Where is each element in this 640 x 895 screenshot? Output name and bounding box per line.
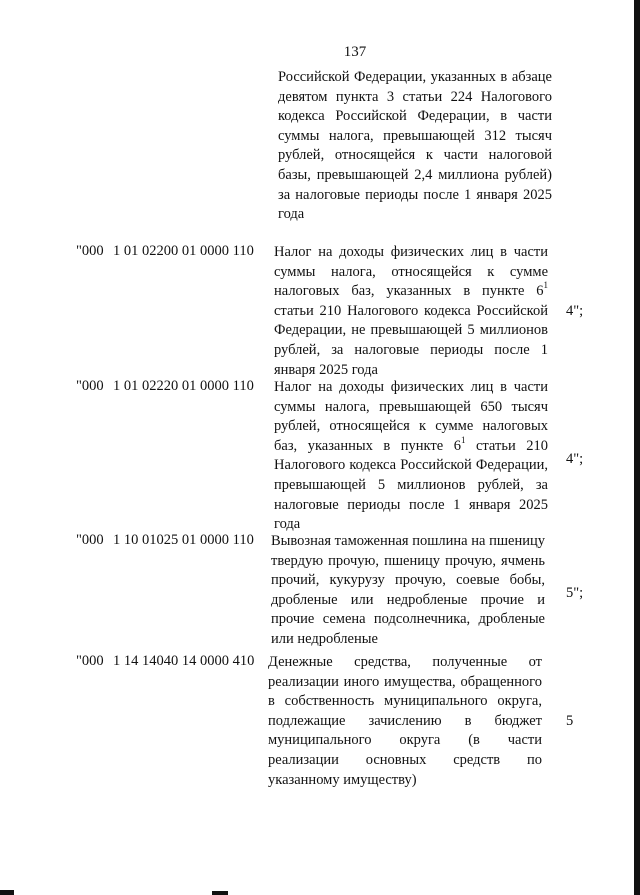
description-text: Вывозная таможенная пошлина на пшеницу твердую прочую, пшеницу прочую, ячмень прочий, кукурузу прочую, соевые бобы, дробленые или недробленые прочие и прочие семена подсолнечника, дробленые или недробленые <box>271 533 545 647</box>
budget-code: 1 01 02220 01 0000 110 <box>113 378 254 394</box>
row-description <box>274 378 548 535</box>
superscript: 1 <box>543 280 548 291</box>
budget-code: 1 01 02200 01 0000 110 <box>113 243 254 259</box>
code-prefix: "000 <box>76 243 104 259</box>
scan-edge-right <box>634 0 640 895</box>
scan-mark-bottom <box>212 891 228 895</box>
rate-value: 5"; <box>566 585 584 601</box>
scan-mark-bottom-left <box>0 890 14 895</box>
description-text: Налог на доходы физических лиц в части суммы налога, относящейся к сумме налоговых баз, указанных в пункте 6 <box>274 244 548 300</box>
continuation-text: Российской Федерации, указанных в абзаце девятом пункта 3 статьи 224 Налогового кодекса Российской Федерации, в части суммы налога, превышающей 312 тысяч рублей, относящейся к части налоговой базы, превышающей 2,4 миллиона рублей) за налоговые периоды после 1 января 2025 года <box>278 69 552 223</box>
rate-value: 5 <box>566 713 574 729</box>
description-text-cont: статьи 210 Налогового кодекса Российской Федерации, не превышающей 5 миллионов рублей, за налоговые периоды после 1 января 2025 года <box>274 302 548 378</box>
budget-code: 1 10 01025 01 0000 110 <box>113 532 254 548</box>
row-description <box>271 532 545 650</box>
row-description <box>268 653 542 790</box>
code-prefix: "000 <box>76 532 104 548</box>
rate-value: 4"; <box>566 451 584 467</box>
row-description <box>274 243 548 380</box>
code-prefix: "000 <box>76 653 104 669</box>
description-text: Налог на доходы физических лиц в части суммы налога, превышающей 650 тысяч рублей, относящейся к сумме налоговых баз, указанных в пункте 6 <box>274 379 548 454</box>
code-prefix: "000 <box>76 378 104 394</box>
description-text: Денежные средства, полученные от реализации иного имущества, обращенного в собственность муниципального округа, подлежащие зачислению в бюджет муниципального округа (в части реализации основных средств по указанному имуществу) <box>268 654 542 788</box>
budget-code: 1 14 14040 14 0000 410 <box>113 653 255 669</box>
page-number: 137 <box>343 44 367 60</box>
rate-value: 4"; <box>566 303 584 319</box>
description-text-cont: статьи 210 Налогового кодекса Российской Федерации, превышающей 5 миллионов рублей, за налоговые периоды после 1 января 2025 года <box>274 437 548 533</box>
superscript: 1 <box>460 434 466 445</box>
